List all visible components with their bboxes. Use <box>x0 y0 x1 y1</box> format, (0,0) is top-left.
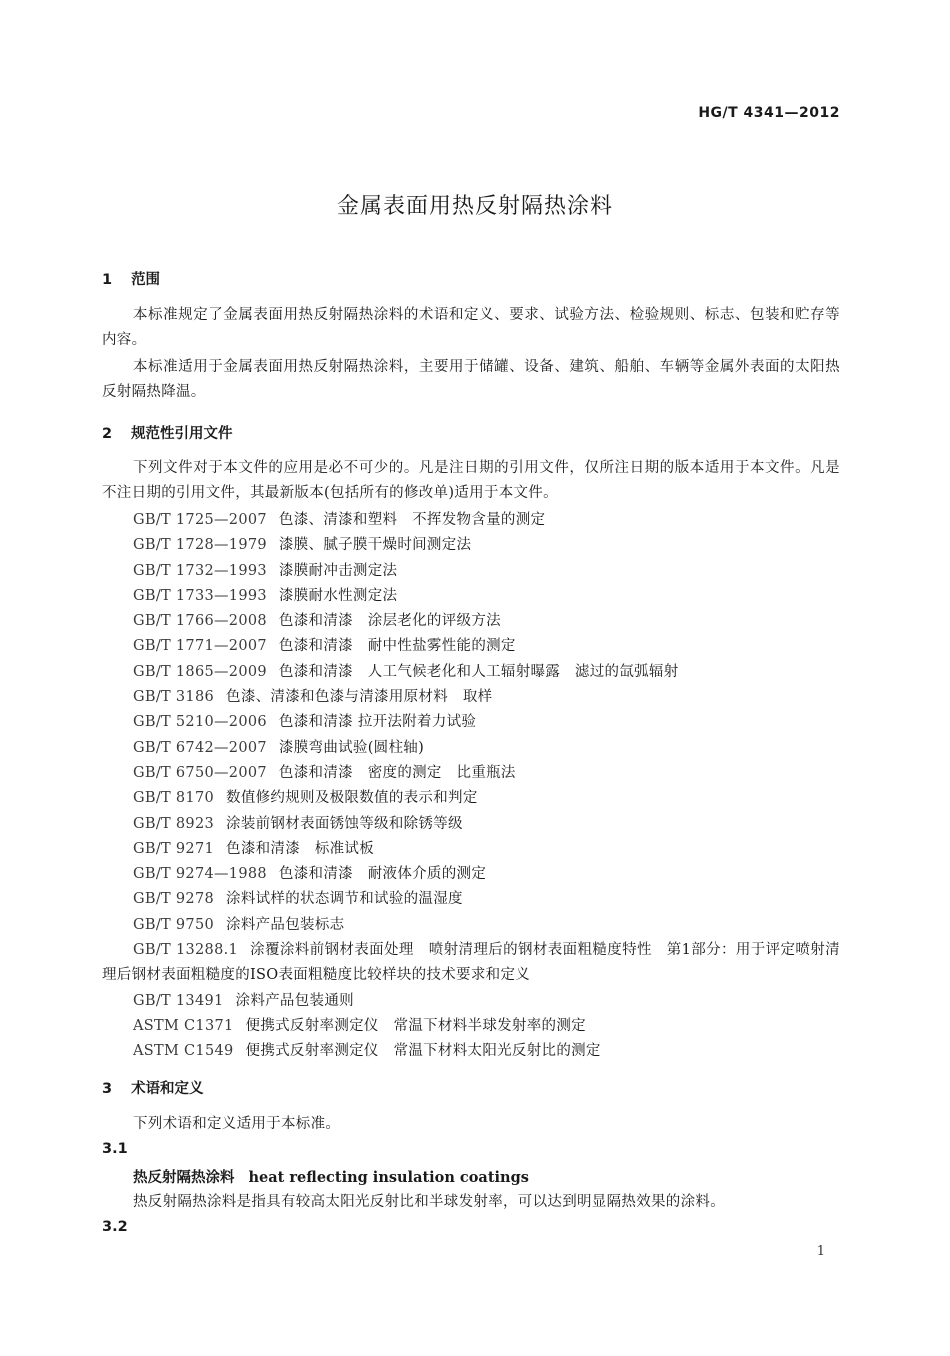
term-3-1-zh: 热反射隔热涂料 <box>133 1169 235 1186</box>
reference-item <box>102 559 840 584</box>
reference-item <box>102 584 840 609</box>
reference-item <box>102 1039 840 1064</box>
reference-item <box>102 736 840 761</box>
reference-code: GB/T 3186 <box>133 689 215 706</box>
document-title: 金属表面用热反射隔热涂料 <box>336 194 613 219</box>
reference-title: 便携式反射率测定仪 常温下材料太阳光反射比的测定 <box>245 1043 601 1060</box>
term-3-2-number: 3.2 <box>102 1219 128 1235</box>
term-3-1-number: 3.1 <box>102 1141 128 1157</box>
reference-code: GB/T 13491 <box>133 992 224 1009</box>
reference-item <box>102 660 840 685</box>
reference-code: ASTM C1549 <box>133 1043 234 1060</box>
term-3-1-en: heat reflecting insulation coatings <box>248 1169 529 1186</box>
reference-title: 漆膜耐冲击测定法 <box>278 562 398 579</box>
reference-code: ASTM C1371 <box>133 1017 234 1034</box>
reference-title: 色漆、清漆和塑料 不挥发物含量的测定 <box>278 512 546 528</box>
reference-title: 涂装前钢材表面锈蚀等级和除锈等级 <box>226 815 463 832</box>
reference-title: 色漆、清漆和色漆与清漆用原材料 取样 <box>226 689 493 706</box>
term-3-1-definition: 热反射隔热涂料是指具有较高太阳光反射比和半球发射率，可以达到明显隔热效果的涂料。 <box>133 1194 725 1210</box>
reference-code: GB/T 9274—1988 <box>133 866 267 883</box>
section-1-paragraph-1: 本标准规定了金属表面用热反射隔热涂料的术语和定义、要求、试验方法、检验规则、标志、包装和贮存等内容。 <box>102 307 840 348</box>
reference-code: GB/T 8170 <box>133 790 215 807</box>
reference-code: GB/T 1865—2009 <box>133 663 267 680</box>
reference-title: 色漆和清漆 耐中性盐雾性能的测定 <box>278 638 516 655</box>
section-3-title: 术语和定义 <box>131 1081 204 1097</box>
reference-code: GB/T 6742—2007 <box>133 739 267 756</box>
reference-title: 色漆和清漆 人工气候老化和人工辐射曝露 滤过的氙弧辐射 <box>278 663 679 680</box>
reference-title: 数值修约规则及极限数值的表示和判定 <box>226 790 478 807</box>
reference-code: GB/T 8923 <box>133 815 215 832</box>
reference-code: GB/T 1725—2007 <box>133 512 267 528</box>
reference-title: 涂料产品包装通则 <box>235 992 354 1009</box>
reference-item <box>102 508 840 533</box>
reference-item <box>102 862 840 887</box>
section-2-heading <box>102 422 233 443</box>
reference-code: GB/T 9271 <box>133 840 215 857</box>
reference-title: 漆膜、腻子膜干燥时间测定法 <box>278 537 472 554</box>
reference-code: GB/T 6750—2007 <box>133 764 267 781</box>
standard-code: HG/T 4341—2012 <box>698 105 840 121</box>
reference-code: GB/T 9750 <box>133 916 215 933</box>
reference-code: GB/T 1771—2007 <box>133 638 267 655</box>
reference-item <box>102 812 840 837</box>
reference-title: 色漆和清漆 标准试板 <box>226 840 375 857</box>
section-2-number: 2 <box>102 426 113 442</box>
reference-item <box>102 989 840 1014</box>
reference-item <box>102 837 840 862</box>
page-number: 1 <box>816 1244 825 1259</box>
reference-code: GB/T 1733—1993 <box>133 587 267 604</box>
reference-item <box>102 938 840 989</box>
term-3-1 <box>133 1166 529 1187</box>
reference-item <box>102 1014 840 1039</box>
section-3-intro: 下列术语和定义适用于本标准。 <box>133 1116 341 1132</box>
section-1-number: 1 <box>102 272 113 288</box>
section-2-title: 规范性引用文件 <box>131 426 233 442</box>
reference-code: GB/T 5210—2006 <box>133 714 267 731</box>
reference-title: 便携式反射率测定仪 常温下材料半球发射率的测定 <box>245 1017 586 1034</box>
reference-item <box>102 786 840 811</box>
section-1-heading <box>102 268 160 289</box>
reference-code: GB/T 1766—2008 <box>133 613 267 630</box>
reference-title: 色漆和清漆 拉开法附着力试验 <box>278 714 477 731</box>
reference-item <box>102 634 840 659</box>
normative-references-list <box>102 508 840 1065</box>
reference-title: 涂料产品包装标志 <box>226 916 345 933</box>
reference-title: 漆膜弯曲试验(圆柱轴) <box>278 739 425 756</box>
reference-item <box>102 710 840 735</box>
section-1-paragraph-2: 本标准适用于金属表面用热反射隔热涂料，主要用于储罐、设备、建筑、船舶、车辆等金属外表面的太阳热反射隔热降温。 <box>102 359 840 400</box>
section-2-intro: 下列文件对于本文件的应用是必不可少的。凡是注日期的引用文件，仅所注日期的版本适用于本文件。凡是不注日期的引用文件，其最新版本(包括所有的修改单)适用于本文件。 <box>102 460 840 501</box>
reference-item <box>102 533 840 558</box>
reference-item <box>102 913 840 938</box>
reference-title: 色漆和清漆 涂层老化的评级方法 <box>278 613 501 630</box>
reference-item <box>102 887 840 912</box>
reference-title: 涂料试样的状态调节和试验的温湿度 <box>226 891 463 908</box>
section-3-number: 3 <box>102 1081 113 1097</box>
reference-title: 色漆和清漆 耐液体介质的测定 <box>278 866 487 883</box>
reference-code: GB/T 1732—1993 <box>133 562 267 579</box>
reference-item <box>102 761 840 786</box>
reference-code: GB/T 1728—1979 <box>133 537 267 554</box>
reference-title: 涂覆涂料前钢材表面处理 喷射清理后的钢材表面粗糙度特性 第1部分：用于评定喷射清理后钢材表面粗糙度的ISO表面粗糙度比较样块的技术要求和定义 <box>102 942 840 984</box>
reference-code: GB/T 9278 <box>133 891 215 908</box>
reference-item <box>102 609 840 634</box>
section-1-title: 范围 <box>131 272 161 288</box>
reference-title: 漆膜耐水性测定法 <box>278 587 398 604</box>
reference-item <box>102 685 840 710</box>
reference-title: 色漆和清漆 密度的测定 比重瓶法 <box>278 764 516 781</box>
reference-code: GB/T 13288.1 <box>133 942 239 959</box>
section-3-heading <box>102 1077 204 1098</box>
